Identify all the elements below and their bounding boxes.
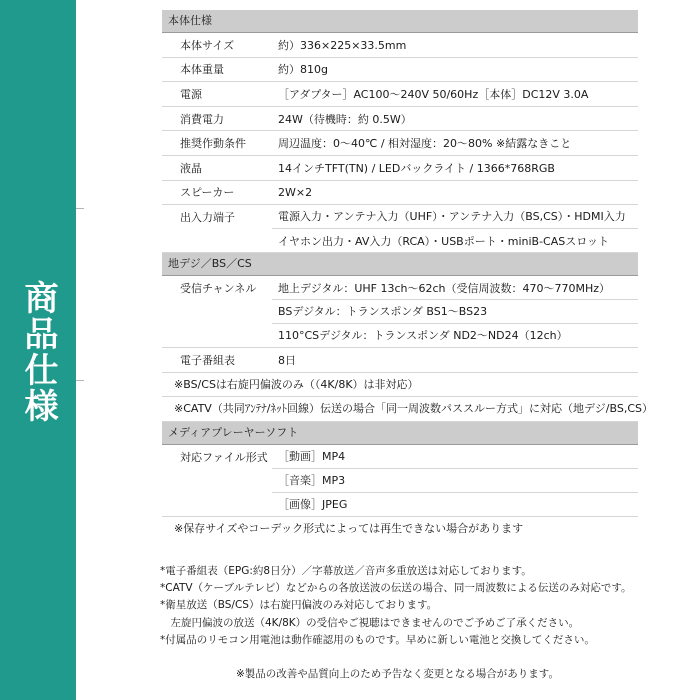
spec-row-io-cont xyxy=(162,229,638,254)
spec-row-formats-cont xyxy=(162,469,638,493)
spec-label: 推奨作動条件 xyxy=(180,137,246,151)
spec-row-channel-cont xyxy=(162,324,638,349)
section-header-body: 本体仕様 xyxy=(162,10,638,33)
spec-value: イヤホン出力・AV入力（RCA）・USBポート・miniB-CASスロット xyxy=(278,234,610,248)
spec-note: ※BS/CSは右旋円偏波のみ（（4K/8K）は非対応） xyxy=(162,373,638,398)
spec-value: ［アダプター］AC100～240V 50/60Hz［本体］DC12V 3.0A xyxy=(278,87,589,101)
footnote: *CATV（ケーブルテレビ）などからの各放送波の伝送の場合、同一周波数による伝送のみ対応です。 xyxy=(160,582,632,595)
spec-label: 電子番組表 xyxy=(180,353,235,367)
footnotes xyxy=(160,563,680,649)
spec-value: 約）810g xyxy=(278,63,328,77)
section-header-media: メディアプレーヤーソフト xyxy=(162,422,638,445)
spec-value: 約）336×225×33.5mm xyxy=(278,38,407,52)
divider-notch xyxy=(76,380,84,381)
spec-value: 14インチTFT(TN) / LEDバックライト / 1366*768RGB xyxy=(278,161,555,175)
sidebar-title: 商品仕様 xyxy=(18,280,58,424)
spec-label: 対応ファイル形式 xyxy=(180,450,268,464)
spec-row-formats-cont xyxy=(162,492,638,517)
spec-table xyxy=(162,10,653,540)
spec-label: 受信チャンネル xyxy=(180,282,257,296)
spec-label: 電源 xyxy=(180,87,202,101)
spec-label: スピーカー xyxy=(180,186,235,200)
spec-row xyxy=(162,33,638,58)
spec-label: 消費電力 xyxy=(180,112,224,126)
spec-row xyxy=(162,82,638,107)
spec-row xyxy=(162,156,638,181)
section-header-tv: 地デジ／BS／CS xyxy=(162,253,638,276)
spec-note: ※CATV（共同ｱﾝﾃﾅ/ﾈｯﾄ回線）伝送の場合「同一周波数パススルー方式」に対応（地デジ/BS,CS） xyxy=(162,397,638,422)
spec-value: 周辺温度：0～40℃ / 相対湿度：20～80% ※結露なきこと xyxy=(278,137,572,151)
spec-label: 本体サイズ xyxy=(180,38,235,52)
spec-row-channel-cont xyxy=(162,300,638,324)
spec-value: BSデジタル：トランスポンダ BS1～BS23 xyxy=(272,299,638,324)
spec-value: 地上デジタル：UHF 13ch～62ch（受信周波数：470～770MHz） xyxy=(272,276,638,301)
spec-note: ※保存サイズやコーデック形式によっては再生できない場合があります xyxy=(174,521,524,535)
footnote: *電子番組表（EPG:約8日分）／字幕放送／音声多重放送は対応しております。 xyxy=(160,565,532,577)
divider-notch xyxy=(76,208,84,209)
spec-value: 電源入力・アンテナ入力（UHF）・アンテナ入力（BS,CS）・HDMI入力 xyxy=(272,205,638,230)
spec-value: ［音楽］MP3 xyxy=(272,468,638,493)
spec-value: ［動画］MP4 xyxy=(272,444,638,469)
spec-row-formats xyxy=(162,445,638,469)
spec-value: 8日 xyxy=(278,353,296,367)
spec-value: 110°CSデジタル：トランスポンダ ND2～ND24（12ch） xyxy=(278,329,568,343)
spec-row-io xyxy=(162,205,638,229)
spec-label: 本体重量 xyxy=(180,63,224,77)
spec-row-epg xyxy=(162,348,638,373)
spec-label: 液晶 xyxy=(180,161,202,175)
spec-row-channel xyxy=(162,276,638,300)
spec-label: 出入力端子 xyxy=(180,210,235,224)
footnote: *付属品のリモコン用電池は動作確認用のものです。早めに新しい電池と交換してください。 xyxy=(160,633,595,646)
spec-value: 2W×2 xyxy=(278,185,313,199)
final-note: ※製品の改善や品質向上のため予告なく変更となる場合があります。 xyxy=(236,668,559,680)
spec-value: ［画像］JPEG xyxy=(278,497,348,511)
footnote: 左旋円偏波の放送（4K/8K）の受信やご視聴はできませんのでご予めご了承ください。 xyxy=(160,616,580,629)
spec-row xyxy=(162,181,638,206)
footnote: *衛星放送（BS/CS）は右旋円偏波のみ対応しております。 xyxy=(160,599,438,612)
spec-row xyxy=(162,107,638,132)
spec-row xyxy=(162,131,638,156)
sidebar xyxy=(0,0,76,700)
spec-row xyxy=(162,58,638,83)
spec-value: 24W（待機時：約 0.5W） xyxy=(278,112,412,126)
